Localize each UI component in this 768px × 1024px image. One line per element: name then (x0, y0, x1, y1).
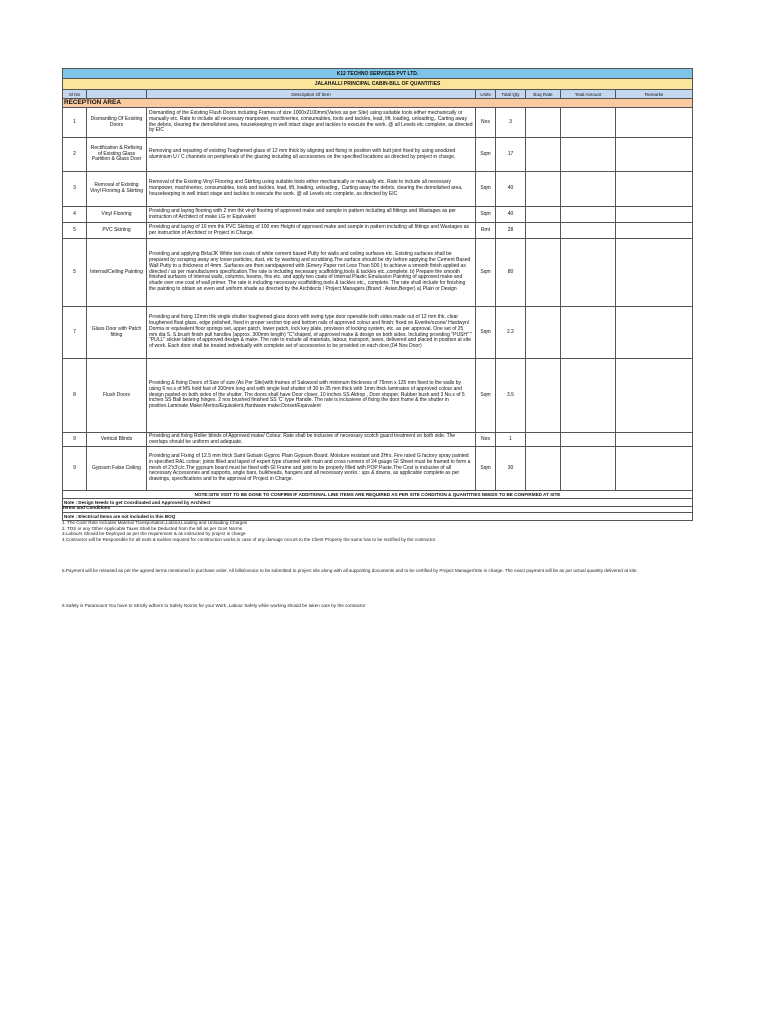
row-unit: Sqm (476, 207, 496, 223)
row-sl: 9 (63, 447, 87, 491)
row-remarks (616, 172, 693, 207)
row-remarks (616, 207, 693, 223)
row-amount (561, 138, 616, 172)
row-qty: 30 (496, 447, 526, 491)
row-description: Providing and applying Birla/JK White two coats of white cement based Putty for walls and ceiling surfaces etc. Existing surfaces shall be prepared by scraping away any loose particles, dust, etc by washing and scrubbing.The surface should be dry before applying the Cement Based Wall Putty to a thickness of 4mm. Surfaces are then sandpapered with (Emery Paper not Less Than 500 ) to achieve a smooth finish applied as directed / as per manufacturers specification.The rate is including necessary scaffolding,tools & tackles etc.,complete. b) Prepare the smooth finished surfaces of internal walls, columns, beams, fins etc. and apply two coats of Internal Plastic Emulusion Painting of approved make and shade over one coat of wall primer. The rate is including necessary scaffolding,tools & tackles etc., complete. The rate shall include for finishing the painting to obtain an even and uniform shade as directed by the Architects / Project Managers.(Brand : Asian,Berger) a) Plain or Design (147, 239, 476, 307)
row-remarks (616, 359, 693, 433)
table-row (63, 207, 693, 223)
company-name: K12 TECHNO SERVICES PVT LTD. (63, 69, 693, 79)
row-item-name: Flush Doors (87, 359, 147, 433)
row-sl: 5 (63, 223, 87, 239)
row-sl: 7 (63, 307, 87, 359)
row-rate (526, 108, 561, 138)
row-item-name: Vinyl Flooring (87, 207, 147, 223)
term-safety: 6.Safety is Paramount You have to Strictly adhere to Safety Norms for your Work ,Labour Safety while working should be taken care by the contractor (62, 603, 366, 608)
table-row (63, 172, 693, 207)
terms-title: Terms and Conditions (62, 505, 111, 510)
row-sl: 9 (63, 433, 87, 447)
row-rate (526, 433, 561, 447)
row-description: Providing & fixing Doors of Size of size (As Per Site)with frames of Sakwood with minimum thickness of 75mm x 125 mm fixed to the walls by using 6 no.s of MS hold fast of 200mm long and with single leaf shutter of 30 to 35 mm thick with 1mm thick laminates of approved colour and design pasted on both sides of the shutter. The doors shall have Door closer, 10 inches SS Aldrop , Door stopper, Rubber bush and 3 No.s of 5 inches SS Ball bearing hinges. 2 nos brushed finished SS 'C' type Handle. The rate is inclusieve of fixing the door frame & the shutter in position.Laminate Make:Merino/Equivalent,Hardware make:Dorset/Equivalent (147, 359, 476, 433)
row-amount (561, 223, 616, 239)
row-unit: Sqm (476, 359, 496, 433)
header-description: Description Of Item (147, 90, 476, 99)
design-note: Note : Design Needs to get Coordinated and Approved by Architect (63, 499, 693, 507)
row-rate (526, 447, 561, 491)
row-qty: 28 (496, 223, 526, 239)
row-rate (526, 359, 561, 433)
header-total-qty: Total Qty (496, 90, 526, 99)
row-description: Providing and laying of 10 mm thk PVC Skirting of 100 mm Height of approved make and sample in pattern including all fittings and Wastages as per instruction of Architect or Project in Charge. (147, 223, 476, 239)
row-unit: Nos (476, 433, 496, 447)
row-amount (561, 307, 616, 359)
row-unit: Nos (476, 108, 496, 138)
row-item-name: PVC Skirting (87, 223, 147, 239)
row-qty: 40 (496, 172, 526, 207)
table-row (63, 138, 693, 172)
row-sl: 3 (63, 172, 87, 207)
row-remarks (616, 108, 693, 138)
row-sl: 4 (63, 207, 87, 223)
table-row (63, 359, 693, 433)
row-sl: 5 (63, 239, 87, 307)
row-sl: 2 (63, 138, 87, 172)
table-row (63, 223, 693, 239)
row-remarks (616, 433, 693, 447)
row-remarks (616, 239, 693, 307)
row-item-name: Glass Door with Patch fitting (87, 307, 147, 359)
electrical-note: Note : Electrical Items are not included in this BOQ (63, 513, 693, 521)
row-qty: 3.5 (496, 359, 526, 433)
row-qty: 40 (496, 207, 526, 223)
row-description: Dismantling of the Existing Flush Doors including Frames of size 1000x2100mm(Varies as per Site) using suitable tools either mechanically or manually etc. Rate to include all necessary manpower, machineries, consumables, tools and tackles, lead, lift, loading, unloading,. Carting away the debris, clearing the demolished area, housekeeping in well intact stage and tackles to execute the work. @ all Levels etc complete, as directed by EIC (147, 108, 476, 138)
boq-sheet (62, 68, 692, 521)
row-remarks (616, 223, 693, 239)
site-visit-note: NOTE:SITE VISIT TO BE DONE TO CONFIRM IF ADDITIONAL LINE ITEMS ARE REQUIRED AS PER SITE CONDITION & QUANTITIES NEEDS TO BE CONFIRMED AT SITE (63, 491, 693, 499)
row-remarks (616, 307, 693, 359)
table-row (63, 433, 693, 447)
boq-title: JALAHALLI PRINCIPAL CABIN-BILL OF QUANTITIES (63, 79, 693, 90)
row-description: Providing and fixing 12mm thk single shutter toughened glass doors with swing type door openable both sides made out of 12 mm thk. clear toughened float glass, edge polished, fixed in proper section top and bottom rails of approved colour and finish; fixed on Everite/ozone/ Hardwyn/ Dorma or equivalent floor springs set, upper patch, lower patch, lock key plate, provision of locking system, etc. as per approval. One set of 25 mm dia S. S.brush finish pull handles (approx. 300mm length) "C"shaped, of approved make & design on both sides. Including providing "PUSH" " "PULL" sticker lables of approved design & make. The rate to include all materials, labour, transport, taxes, delivered and placed in position at site of work. Each door shall be treated individually with complete set of accessories to be provided on each door.(04 Nos Door) (147, 307, 476, 359)
row-remarks (616, 138, 693, 172)
section-title: RECEPTION AREA (63, 99, 693, 108)
boq-table (62, 68, 693, 521)
row-item-name: Rectification & Refixing of Existing Glass Partition & Glass Door (87, 138, 147, 172)
term-item: 1. The Cost/ Rate Includes Material Transportation,Labour,Loading and Unloading Charges (62, 520, 248, 525)
row-rate (526, 307, 561, 359)
row-rate (526, 138, 561, 172)
header-row (63, 90, 693, 99)
row-unit: Sqm (476, 307, 496, 359)
row-remarks (616, 447, 693, 491)
row-rate (526, 172, 561, 207)
row-rate (526, 223, 561, 239)
row-unit: Sqm (476, 447, 496, 491)
row-unit: Sqm (476, 138, 496, 172)
row-amount (561, 172, 616, 207)
header-units: Units (476, 90, 496, 99)
row-amount (561, 207, 616, 223)
row-item-name: Dismantling Of Existing Doors (87, 108, 147, 138)
row-description: Providing and fixing Roller blinds of Approved make/ Colour. Rate shall be inclusive of necessary scotch guard treatment on both side. The overlaps should be uniform and adequate. (147, 433, 476, 447)
header-boq-rate: Boq Rate (526, 90, 561, 99)
row-amount (561, 239, 616, 307)
row-sl: 1 (63, 108, 87, 138)
row-item-name: Internal/Ceiling Painting (87, 239, 147, 307)
header-sl: Sl No (63, 90, 87, 99)
row-amount (561, 447, 616, 491)
table-row (63, 108, 693, 138)
row-description: Removal of the Existing Vinyl Flooring and Skirting using suitable tools either mechanically or manually etc. Rate to include all necessary manpower, machineries, consumables, tools and tackles, lead, lift, loading, unloading,. Carting away the debris, clearing the demolished area, housekeeping in well intact stage and tackles to execute the work. @ all Levels etc complete, as directed by EIC (147, 172, 476, 207)
term-item: 4.Contractor will be Responsible for all tools & tackles required for construction works,in case of any damage occurs to the Client Property the same has to be rectified by the contractor (62, 536, 436, 542)
row-item-name: Removal of Existing Vinyl Flooring & Skirting (87, 172, 147, 207)
table-row (63, 447, 693, 491)
row-item-name: Vertical Blinds (87, 433, 147, 447)
row-item-name: Gypsum False Ceiling (87, 447, 147, 491)
row-unit: Sqm (476, 239, 496, 307)
row-unit: Rmt (476, 223, 496, 239)
term-item: 3.Labours Should be Deployed as per the requirement & as instructed by project in charge (62, 531, 246, 537)
row-qty: 2.2 (496, 307, 526, 359)
row-qty: 1 (496, 433, 526, 447)
row-sl: 8 (63, 359, 87, 433)
row-qty: 17 (496, 138, 526, 172)
row-description: Removing and repairing of existing Toughened glass of 12 mm thick by aligning and fixing in position with butt joint fixed by using anodized aluminium U / C channels on peripherals of the glazing including all accessories on the specified locations as directed by project in charge. (147, 138, 476, 172)
row-qty: 80 (496, 239, 526, 307)
row-description: Providing and laying flooring with 2 mm thk vinyl flooring of approved make and sample in pattern including all fittings and Wastages as per instruction of Architect of make LG or Equivalent (147, 207, 476, 223)
term-item: 2. TDS or any Other Applicable Taxes Shall be Deducted from the bill as per Govt Norms (62, 525, 243, 531)
row-description: Providing and Fixing of 12.5 mm thick Saint Gobain Gyproc Plain Gypsum Board. Moisture resistant and 2Hrs. Fire rated G factory spray painted in specified RAL colour; joints filled and taped of expert type channel with main and cross runners of 24 gauge GI Sheet must be framed to form a mesh of 2'x3'c/c.The gypsum board must be fixed with GI Frame and joint to be properly filled with POP Paste.The Cost is inclusive of all necessary Accessories and supports, angle bars, bulkheads, hangers and all necessary works : ups & downs, as applicable complete as per drawings, specifications and to the approval of Project in Charge. (147, 447, 476, 491)
row-amount (561, 433, 616, 447)
row-amount (561, 108, 616, 138)
row-amount (561, 359, 616, 433)
header-total-amount: Total Amount (561, 90, 616, 99)
header-blank (87, 90, 147, 99)
table-row (63, 307, 693, 359)
row-rate (526, 239, 561, 307)
table-row (63, 239, 693, 307)
terms-list (62, 520, 662, 542)
term-payment: 5.Payment will be released as per the agreed terms mentioned in purchase order. All bills/invoice to be submitted to project site along with all supporting documents and to be certified by Project Manager/Site in charge. The exact payment will be as per actual quantity delivered at site. (62, 568, 638, 573)
row-rate (526, 207, 561, 223)
row-unit: Sqm (476, 172, 496, 207)
row-qty: 3 (496, 108, 526, 138)
header-remarks: Remarks (616, 90, 693, 99)
